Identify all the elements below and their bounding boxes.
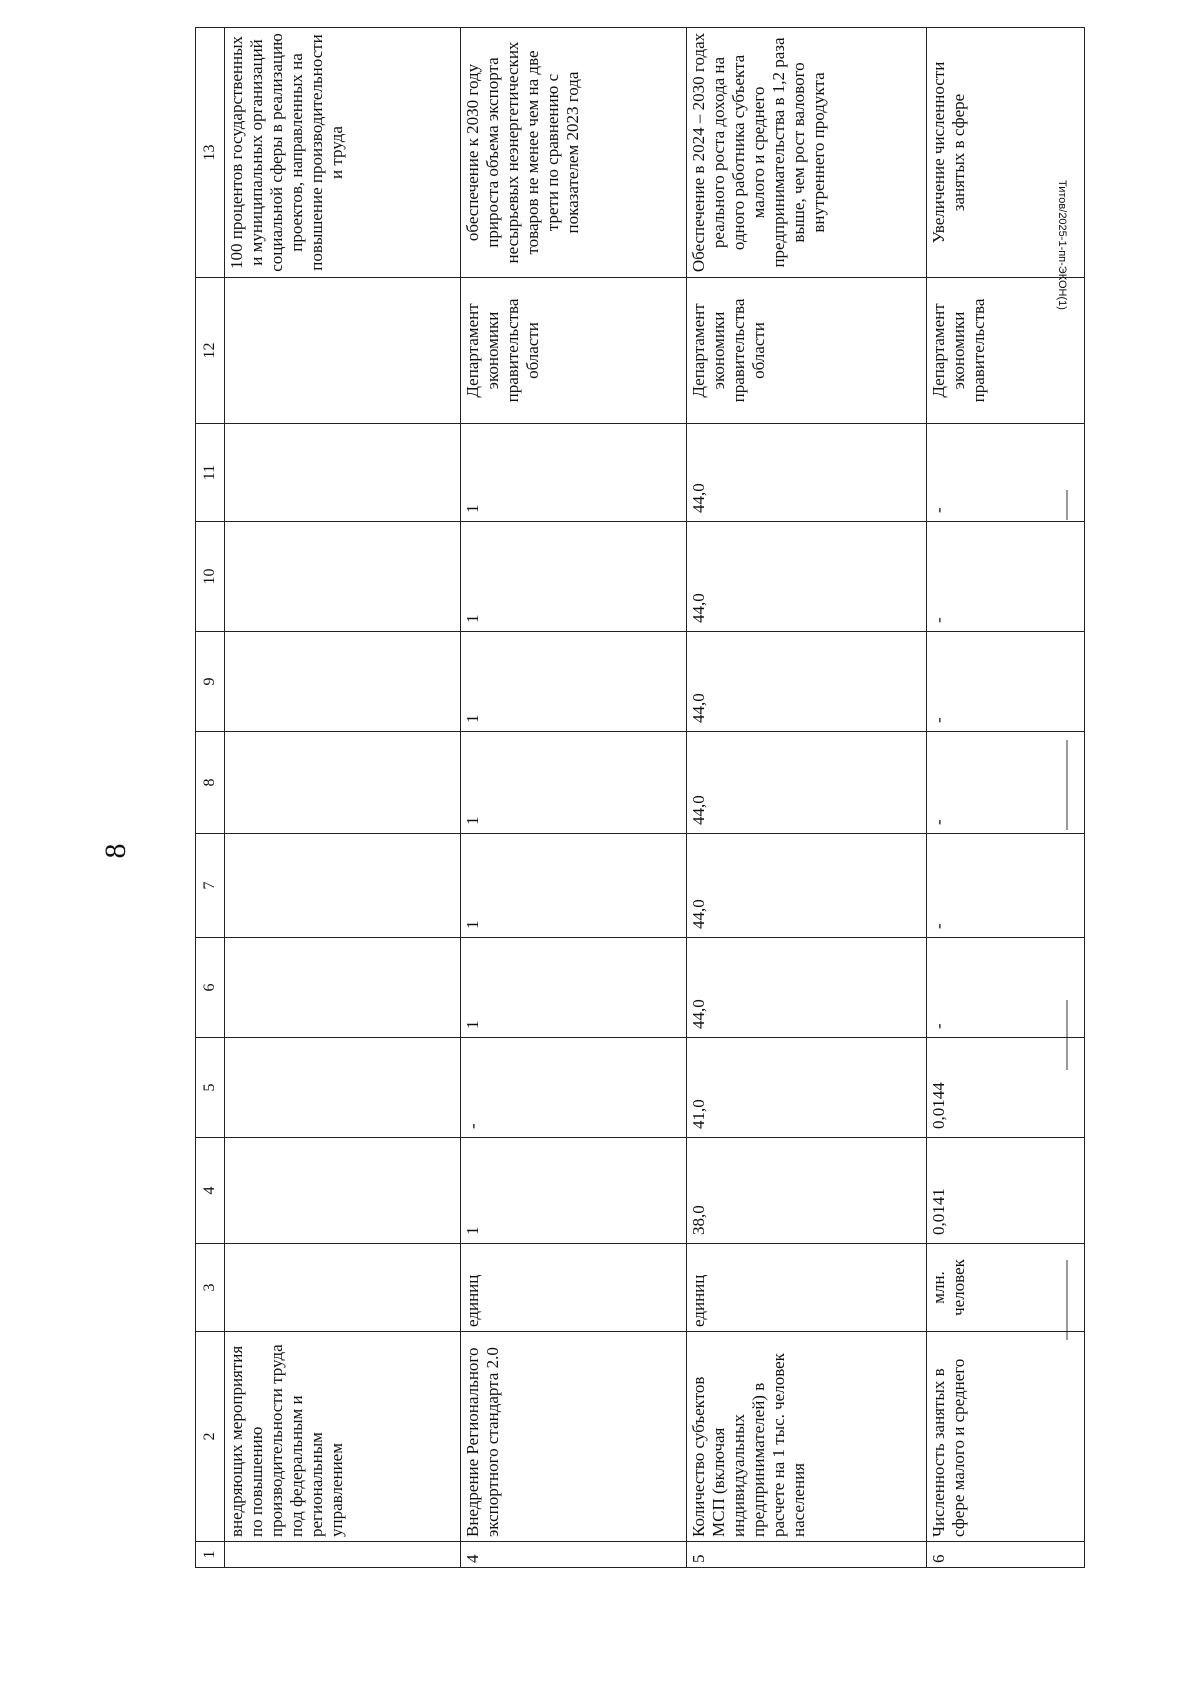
value-cell: - — [927, 522, 1085, 632]
column-header: 3 — [196, 1244, 225, 1332]
unit — [225, 1244, 461, 1332]
column-header: 12 — [196, 278, 225, 424]
value-cell: 0,0141 — [927, 1138, 1085, 1244]
value-cell: 44,0 — [687, 938, 927, 1038]
column-header: 2 — [196, 1332, 225, 1542]
indicator-name: Численность занятых в сфере малого и среднего — [927, 1332, 1085, 1542]
value-cell — [225, 424, 461, 522]
document-footer-code: Титов/2025-1-пп-ЭКОН(1) — [1056, 180, 1068, 310]
row-number: 5 — [687, 1542, 927, 1568]
row-number — [225, 1542, 461, 1568]
responsible-cell — [225, 278, 461, 424]
value-cell: 44,0 — [687, 632, 927, 732]
table-row — [927, 28, 1085, 1568]
value-cell: - — [927, 632, 1085, 732]
column-header: 13 — [196, 28, 225, 278]
value-cell — [225, 632, 461, 732]
value-cell: 1 — [461, 522, 687, 632]
column-header: 11 — [196, 424, 225, 522]
goal-cell: Обеспечение в 2024 – 2030 годах реального роста дохода на одного работника субъекта малого и среднего предпринимательства в 1,2 раза выше, чем рост валового внутреннего продукта — [687, 28, 927, 278]
table-row — [687, 28, 927, 1568]
value-cell — [225, 1138, 461, 1244]
rotated-table-container — [195, 32, 1085, 1568]
value-cell: - — [927, 732, 1085, 834]
column-header: 10 — [196, 522, 225, 632]
value-cell: - — [461, 1038, 687, 1138]
value-cell — [225, 834, 461, 938]
column-header: 8 — [196, 732, 225, 834]
table-row — [461, 28, 687, 1568]
value-cell: - — [927, 834, 1085, 938]
row-number: 4 — [461, 1542, 687, 1568]
unit: единиц — [687, 1244, 927, 1332]
value-cell: 44,0 — [687, 522, 927, 632]
value-cell: 1 — [461, 834, 687, 938]
value-cell: 1 — [461, 424, 687, 522]
goal-cell: 100 процентов государственных и муниципальных организаций социальной сферы в реализацию проектов, направленных на повышение производительности и труда — [225, 28, 461, 278]
page-number: 8 — [99, 843, 132, 859]
responsible-cell: Департамент экономики правительства области — [687, 278, 927, 424]
responsible-cell: Департамент экономики правительства — [927, 278, 1085, 424]
table-header-row — [196, 28, 225, 1568]
value-cell: 41,0 — [687, 1038, 927, 1138]
goal-cell: обеспечение к 2030 году прироста объема экспорта несырьевых неэнергетических товаров не менее чем на две трети по сравнению с показателем 2023 года — [461, 28, 687, 278]
value-cell — [225, 1038, 461, 1138]
value-cell: 1 — [461, 1138, 687, 1244]
value-cell: 38,0 — [687, 1138, 927, 1244]
value-cell: 44,0 — [687, 424, 927, 522]
column-header: 4 — [196, 1138, 225, 1244]
goal-cell: Увеличение численности занятых в сфере — [927, 28, 1085, 278]
indicator-name: Количество субъектов МСП (включая индивидуальных предпринимателей) в расчете на 1 тыс. человек населения — [687, 1332, 927, 1542]
value-cell: - — [927, 938, 1085, 1038]
value-cell: 1 — [461, 732, 687, 834]
unit: единиц — [461, 1244, 687, 1332]
column-header: 7 — [196, 834, 225, 938]
value-cell — [225, 938, 461, 1038]
value-cell — [225, 732, 461, 834]
responsible-cell: Департамент экономики правительства области — [461, 278, 687, 424]
column-header: 9 — [196, 632, 225, 732]
indicator-name: Внедрение Регионального экспортного стандарта 2.0 — [461, 1332, 687, 1542]
column-header: 5 — [196, 1038, 225, 1138]
column-header: 1 — [196, 1542, 225, 1568]
unit: млн. человек — [927, 1244, 1085, 1332]
value-cell: 1 — [461, 632, 687, 732]
value-cell: 1 — [461, 938, 687, 1038]
indicators-table — [195, 27, 1085, 1568]
value-cell — [225, 522, 461, 632]
value-cell: 44,0 — [687, 834, 927, 938]
value-cell: 44,0 — [687, 732, 927, 834]
value-cell: 0,0144 — [927, 1038, 1085, 1138]
value-cell: - — [927, 424, 1085, 522]
indicator-name: внедряющих мероприятия по повышению производительности труда под федеральным и региональным управлением — [225, 1332, 461, 1542]
table-row — [225, 28, 461, 1568]
row-number: 6 — [927, 1542, 1085, 1568]
column-header: 6 — [196, 938, 225, 1038]
